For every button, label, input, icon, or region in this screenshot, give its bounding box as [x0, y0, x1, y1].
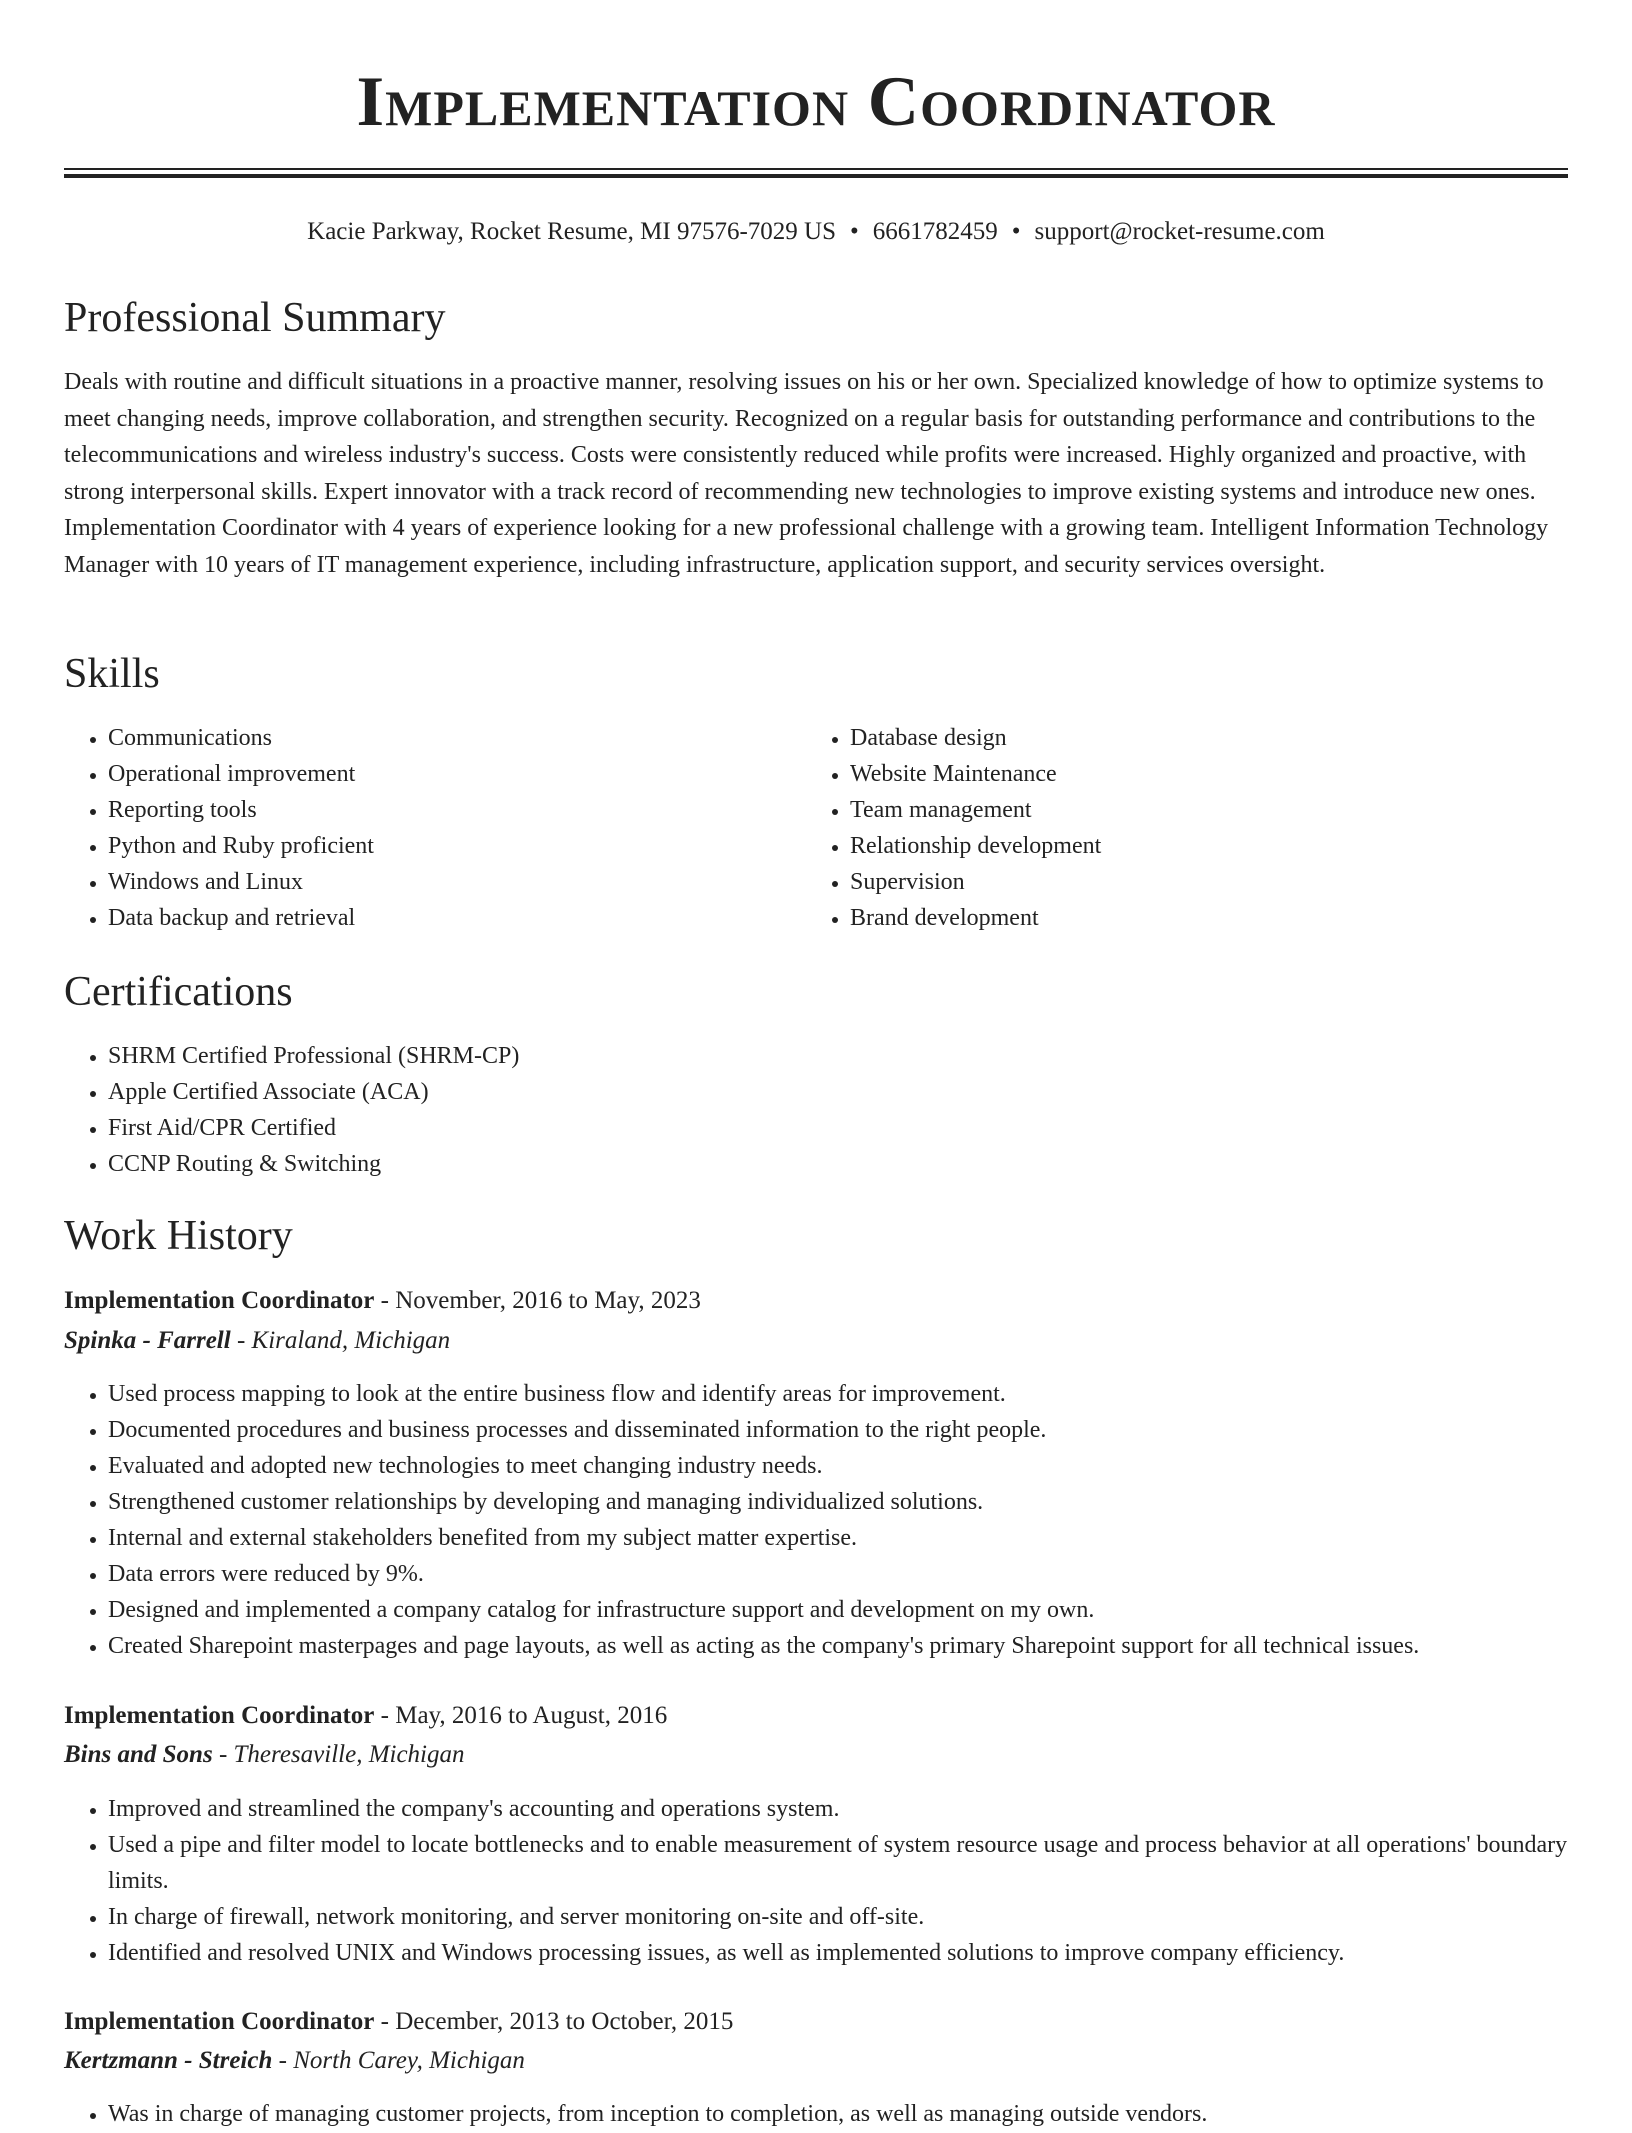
title-rule-thick: [64, 174, 1568, 178]
job-title: Implementation Coordinator: [64, 1287, 375, 1314]
work-history-heading: Work History: [64, 1213, 293, 1259]
certifications-heading: Certifications: [64, 969, 293, 1015]
job-bullet: • Identified and resolved UNIX and Windows processing issues, as well as implemented solutions to improve company efficiency.: [108, 1935, 1568, 1971]
resume-page: [64, 0, 1568, 2127]
skill-item: • Relationship development: [850, 828, 1506, 864]
skills-heading: Skills: [64, 651, 160, 697]
title-rule-thin: [64, 168, 1568, 170]
skill-item: • Database design: [850, 720, 1506, 756]
job-title: Implementation Coordinator: [64, 1702, 375, 1729]
job-dates: December, 2013 to October, 2015: [395, 2008, 734, 2035]
job-bullet: • Was in charge of managing customer projects, from inception to completion, as well as managing outside vendors.: [108, 2096, 1568, 2132]
contact-email[interactable]: support@rocket-resume.com: [1034, 218, 1325, 245]
skills-list-left: [64, 720, 764, 936]
certification-item: • Apple Certified Associate (ACA): [108, 1074, 1568, 1110]
certifications-list: [64, 1038, 1568, 1182]
job-dates: May, 2016 to August, 2016: [395, 1702, 668, 1729]
skill-item: • Brand development: [850, 900, 1506, 936]
job-company-line: Kertzmann - Streich - North Carey, Michigan: [64, 2047, 525, 2074]
contact-phone[interactable]: 6661782459: [872, 218, 998, 245]
certification-item: • SHRM Certified Professional (SHRM-CP): [108, 1038, 1568, 1074]
skill-item: • Data backup and retrieval: [108, 900, 764, 936]
skill-item: • Python and Ruby proficient: [108, 828, 764, 864]
contact-separator: •: [850, 218, 859, 245]
job-title-line: Implementation Coordinator - November, 2016 to May, 2023: [64, 1287, 701, 1314]
job-bullet: • Data errors were reduced by 9%.: [108, 1556, 1568, 1592]
job-bullet: • Used process mapping to look at the entire business flow and identify areas for improvement.: [108, 1376, 1568, 1412]
resume-title: Implementation Coordinator: [356, 63, 1276, 141]
job-company: Bins and Sons: [64, 1741, 213, 1768]
job-bullets: [64, 2096, 1568, 2132]
job-bullets: [64, 1376, 1568, 1664]
job-title-line: Implementation Coordinator - December, 2013 to October, 2015: [64, 2008, 734, 2035]
job-bullet: • Improved and streamlined the company's accounting and operations system.: [108, 1791, 1568, 1827]
contact-separator: •: [1011, 218, 1021, 245]
job-company-line: Bins and Sons - Theresaville, Michigan: [64, 1741, 465, 1768]
skill-item: • Website Maintenance: [850, 756, 1506, 792]
skill-item: • Communications: [108, 720, 764, 756]
contact-address: Kacie Parkway, Rocket Resume, MI 97576-7029 US: [307, 218, 836, 245]
job-company-line: Spinka - Farrell - Kiraland, Michigan: [64, 1327, 451, 1354]
job-bullet: • Evaluated and adopted new technologies to meet changing industry needs.: [108, 1448, 1568, 1484]
summary-heading: Professional Summary: [64, 295, 446, 341]
job-title: Implementation Coordinator: [64, 2008, 375, 2035]
certification-item: • First Aid/CPR Certified: [108, 1110, 1568, 1146]
job-title-line: Implementation Coordinator - May, 2016 to August, 2016: [64, 1702, 668, 1729]
job-company: Kertzmann - Streich: [64, 2047, 273, 2074]
skill-item: • Operational improvement: [108, 756, 764, 792]
job-location: North Carey, Michigan: [293, 2047, 525, 2074]
skill-item: • Supervision: [850, 864, 1506, 900]
skill-item: • Team management: [850, 792, 1506, 828]
certification-item: • CCNP Routing & Switching: [108, 1146, 1568, 1182]
skills-list-right: [806, 720, 1506, 936]
job-bullet: • Internal and external stakeholders benefited from my subject matter expertise.: [108, 1520, 1568, 1556]
job-bullet: • Used a pipe and filter model to locate bottlenecks and to enable measurement of system resource usage and process behavior at all operations' boundary limits.: [108, 1827, 1568, 1899]
job-bullet: • Designed and implemented a company catalog for infrastructure support and development on my own.: [108, 1592, 1568, 1628]
job-location: Theresaville, Michigan: [233, 1741, 465, 1768]
skill-item: • Reporting tools: [108, 792, 764, 828]
job-bullet: • Documented procedures and business processes and disseminated information to the right people.: [108, 1412, 1568, 1448]
job-bullet: • Created Sharepoint masterpages and page layouts, as well as acting as the company's primary Sharepoint support for all technical issues.: [108, 1628, 1568, 1664]
job-location: Kiraland, Michigan: [251, 1327, 451, 1354]
summary-text: Deals with routine and difficult situations in a proactive manner, resolving issues on his or her own. Specialized knowledge of how to optimize systems to meet changing needs, improve collaboration, and strengthen security. Recognized on a regular basis for outstanding performance and contributions to the telecommunications and wireless industry's success. Costs were consistently reduced while profits were increased. Highly organized and proactive, with strong interpersonal skills. Expert innovator with a track record of recommending new technologies to improve existing systems and introduce new ones. Implementation Coordinator with 4 years of experience looking for a new professional challenge with a growing team. Intelligent Information Technology Manager with 10 years of IT management experience, including infrastructure, application support, and security services oversight.: [64, 369, 1549, 578]
skill-item: • Windows and Linux: [108, 864, 764, 900]
job-dates: November, 2016 to May, 2023: [395, 1287, 701, 1314]
job-bullets: [64, 1791, 1568, 1971]
job-bullet: • Strengthened customer relationships by developing and managing individualized solutions.: [108, 1484, 1568, 1520]
job-bullet: • In charge of firewall, network monitoring, and server monitoring on-site and off-site.: [108, 1899, 1568, 1935]
contact-line: [64, 214, 1568, 250]
job-company: Spinka - Farrell: [64, 1327, 231, 1354]
